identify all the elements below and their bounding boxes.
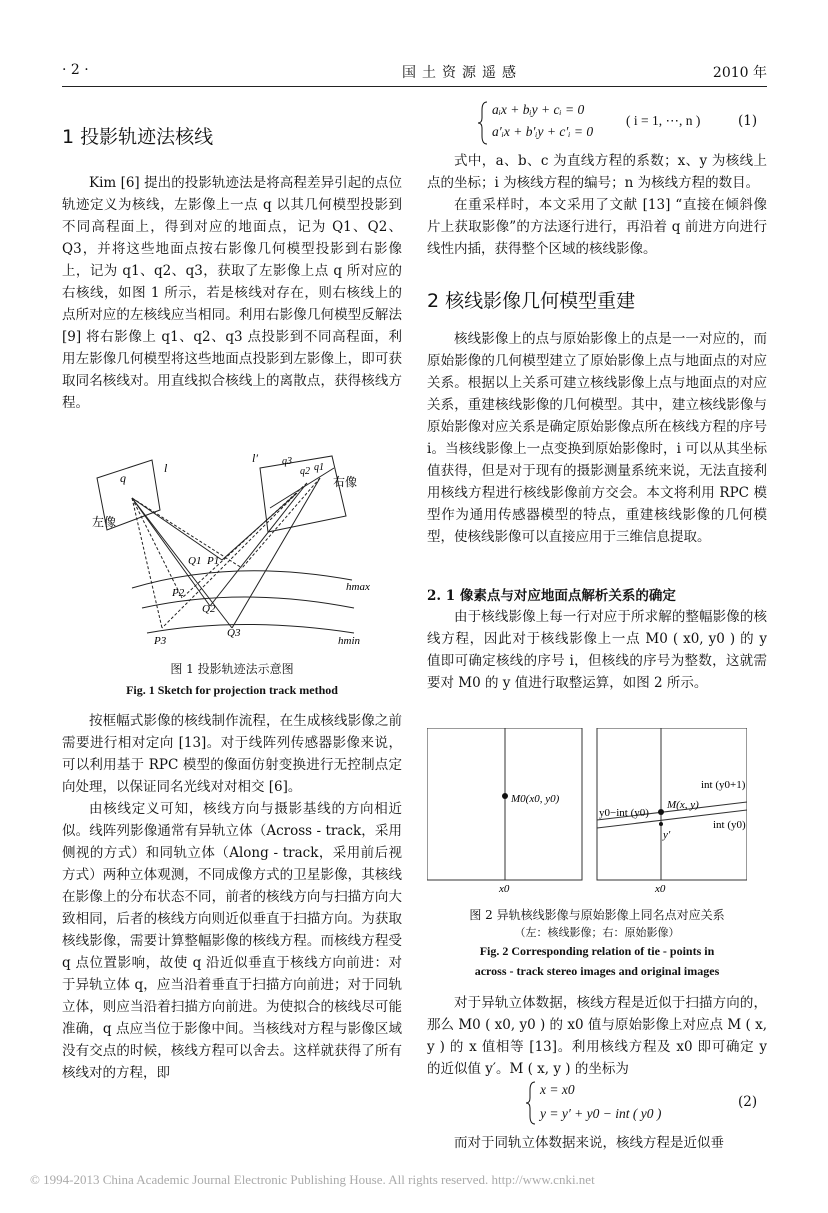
label-right-image: 右像 [333,475,358,489]
ray-dashed [242,478,320,568]
paragraph: 由核线定义可知，核线方向与摄影基线的方向相近似。线阵列影像通常有异轨立体（Across - track，采用侧视的方式）和同轨立体（Along - track，采用前后视方式）两种立体观测，不同成像方式的卫星影像，其核线在影像上的分布状态不同，前者的核线方向与扫描方向大致相同，后者的核线方向则近似垂直于扫描方向。为获取核线影像，需要计算整幅影像的核线方程。而核线方程受 q 点位置影响，故使 q 沿近似垂直于核线方向前进：对于异轨立体 q，应当沿着垂直于扫描方向前进；对于同轨立体，则应当沿着扫描方向前进。为使拟合的核线尽可能准确，q 点应当位于影像中间。当核线对方程与影像区域没有交点的时候，核线方程可以舍去。这样就获得了所有核线对的方程，即 [62,801,402,1081]
label-x0-left: x0 [499,883,510,895]
right-body-3 [427,606,767,694]
label-Q3: Q3 [227,627,241,639]
figure-2-caption-en: Fig. 2 Corresponding relation of tie - points in [479,944,715,958]
journal-year: 2010 年 [712,65,767,81]
paragraph: 在重采样时，本文采用了文献 [13] “直接在倾斜像片上获取影像”的方法逐行进行，再沿着 q 前进方向进行线性内插，获得整个区域的核线影像。 [427,197,767,257]
paragraph: 由于核线影像上每一行对应于所求解的整幅影像的核线方程，因此对于核线影像上一点 M0 ( x0, y0 ) 的 y 值即可确定核线的序号 i，但核线的序号为整数，这就需要对 M0 的 y 值进行取整运算，如图 2 所示。 [427,609,767,691]
ray [210,483,307,606]
paragraph: Kim [6] 提出的投影轨迹法是将高程差异引起的点位轨迹定义为核线，左影像上一点 q 以其几何模型投影到不同高程面上，得到对应的地面点，记为 Q1、Q2、Q3，并将这些地面点按右影像几何模型投影到右影像上，记为 q1、q2、q3，获取了左影像上点 q 所对应的右核线，如图 1 所示，若是核线对存在，则右核线上的点所对应的左核线应当相同。利用右影像几何模型反解法 [9] 将右影像上 q1、q2、q3 点投影到不同高程面，利用左影像几何模型将这些地面点投影到左影像上，即可获取同名核线对。用直线拟合核线上的离散点，获得核线方程。 [62,175,402,411]
figure-2-caption-sub: （左：核线影像；右：原始影像） [514,926,680,939]
ray [132,498,210,606]
eq2-number: (2) [738,1094,758,1110]
section-1-heading: 1 投影轨迹法核线 [62,126,214,148]
copyright-footer: © 1994-2013 China Academic Journal Electronic Publishing House. All rights reserved. http://www.cnki.net [30,1172,595,1187]
figure-2-diagram [427,728,747,898]
label-P1: P1 [207,555,220,567]
label-yprime: y′ [663,829,671,841]
figure-2-caption-en-2: across - track stereo images and original images [474,964,720,978]
label-P2: P2 [172,587,185,599]
eq2-line2: y = y′ + y0 − int ( y0 ) [540,1106,662,1121]
eq2-line1: x = x0 [540,1082,575,1097]
ray [232,478,320,628]
label-q2: q2 [300,466,310,477]
paragraph: 核线影像上的点与原始影像上的点是一一对应的，而原始影像的几何模型建立了原始影像上点与地面点的对应关系。根据以上关系可建立核线影像上点与地面点的对应关系，重建核线影像的几何模型。其中，建立核线影像与原始影像对应关系是确定原始影像点所在核线方程的序号 i。当核线影像上一点变换到原始影像时，i 可以从其坐标值获得，但是对于现有的摄影测量系统来说，无法直接利用核线方程进行核线影像前方交会。本文将利用 RPC 模型作为通用传感器模型的特点，重建核线影像的几何模型，使核线影像可以直接应用于三维信息提取。 [427,331,767,545]
label-q3: q3 [282,456,292,467]
page-header [62,62,767,82]
curve-hmin [147,625,354,634]
ray-dashed [132,498,242,568]
label-hmax: hmax [346,581,370,593]
eq2-brace [526,1080,536,1126]
eq1-line1: aᵢx + bᵢy + cᵢ = 0 [492,102,585,117]
eq1-number: (1) [738,113,758,129]
curve-hmax [132,571,352,588]
label-M0: M0(x0, y0) [511,793,560,805]
label-x0-right: x0 [655,883,666,895]
eq1-condition: ( i = 1, ⋯, n ) [626,113,701,128]
point-yprime [659,822,663,826]
figure-2-caption: 图 2 异轨核线影像与原始影像上同名点对应关系 [469,908,725,922]
point-M [658,809,664,815]
right-body-last: 而对于同轨立体数据来说，核线方程是近似垂 [454,1135,724,1151]
label-hmin: hmin [338,635,360,647]
label-int-y0: int (y0) [713,819,746,831]
label-q1: q1 [314,462,324,473]
figure-1-caption-en: Fig. 1 Sketch for projection track method [126,683,338,697]
paragraph: 式中，a、b、c 为直线方程的系数；x、y 为核线上点的坐标；i 为核线方程的编号；n 为核线方程的数目。 [427,153,767,191]
label-P3: P3 [154,635,167,647]
label-left-image: 左像 [92,515,117,529]
journal-title: 国土资源遥感 [402,65,522,81]
left-body-2 [62,710,402,1084]
paragraph: 按框幅式影像的核线制作流程，在生成核线影像之前需要进行相对定向 [13]。对于线阵列传感器影像来说，可以利用基于 RPC 模型的像面仿射变换进行无控制点定向处理，以保证同名光线对对相交 [6]。 [62,713,402,795]
right-body-2 [427,328,767,548]
left-body-1 [62,172,402,414]
header-rule [62,86,767,87]
ray [132,498,222,560]
subsection-2-1-heading: 2. 1 像素点与对应地面点解析关系的确定 [427,588,676,604]
point-M0 [502,793,508,799]
right-body-1 [427,150,767,260]
label-lprime: l′ [252,451,258,465]
right-body-4 [427,992,767,1080]
label-y0-int: y0−int (y0) [599,807,649,819]
label-int-y0-plus1: int (y0+1) [701,779,746,791]
figure-1-caption: 图 1 投影轨迹法示意图 [170,662,294,676]
section-2-heading: 2 核线影像几何模型重建 [427,290,636,312]
figure-1-diagram [92,438,372,650]
label-Q1: Q1 [188,555,202,567]
label-Q2: Q2 [202,603,216,615]
ray [222,493,297,560]
paragraph: 对于异轨立体数据，核线方程是近似于扫描方向的，那么 M0 ( x0, y0 ) 的 x0 值与原始影像上对应点 M ( x, y ) 的 x 值相等 [13]。利用核线方程及 x0 即可确定 y 的近似值 y′。M ( x, y ) 的坐标为 [427,995,767,1077]
label-M: M(x, y) [667,799,699,811]
label-l: l [164,461,168,475]
eq1-brace [478,100,488,146]
label-q: q [120,471,126,485]
eq1-line2: a′ᵢx + b′ᵢy + c′ᵢ = 0 [492,124,594,139]
page-number: · 2 · [62,62,89,78]
ray-dashed [132,498,182,598]
